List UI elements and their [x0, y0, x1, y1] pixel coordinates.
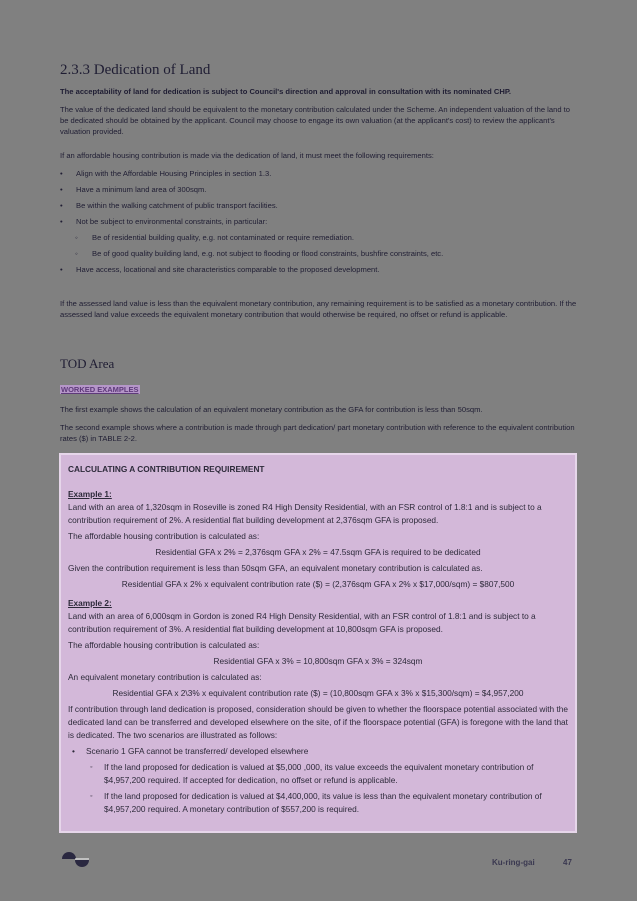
example-2-dedication-paragraph: If contribution through land dedication is proposed, consideration should be given to whether the floorspace potential associated with the dedicated land can be transferred and developed elsewhere on the site, of if the floorspace potential (GFA) is foregone with the land that is dedicated. The two scenarios are illustrated as follows:	[68, 704, 568, 740]
list-item: • Align with the Affordable Housing Principles in section 1.3.	[60, 168, 580, 184]
list-item: • Not be subject to environmental constraints, in particular:	[60, 216, 580, 232]
assessed-paragraph: If the assessed land value is less than the equivalent monetary contribution, any remaining requirement is to be satisfied as a monetary contribution. If the assessed land value exceeds the equivalent monetary contribution that would otherwise be required, no offset or refund is applicable.	[60, 299, 577, 319]
example-2-formula-1: Residential GFA x 3% = 10,800sqm GFA x 3% = 324sqm	[213, 656, 423, 666]
tod-heading: TOD Area	[60, 356, 115, 371]
section-heading: 2.3.3 Dedication of Land	[60, 62, 211, 78]
example-1-label: Example 1:	[68, 489, 112, 499]
example-1-given: Given the contribution requirement is less than 50sqm GFA, an equivalent monetary contribution is calculated as.	[68, 563, 483, 573]
list-item: • Have a minimum land area of 300sqm.	[60, 184, 580, 200]
example-1-description: Land with an area of 1,320sqm in Roseville is zoned R4 High Density Residential, with an FSR control of 1.8:1 and is subject to a contribution requirement of 2%. A residential flat building development at 2,376sqm GFA is proposed.	[68, 502, 542, 525]
requirements-intro: If an affordable housing contribution is made via the dedication of land, it must meet the following requirements:	[60, 151, 434, 160]
example-2-formula-2: Residential GFA x 2\3% x equivalent contribution rate ($) = (10,800sqm GFA x 3% x $15,300/sqm) = $4,957,200	[112, 688, 524, 698]
scenario-list	[68, 745, 568, 816]
intro-bold-paragraph: The acceptability of land for dedication is subject to Council's direction and approval in consultation with its nominated CHP.	[60, 87, 512, 96]
wave-logo-icon	[60, 849, 90, 869]
list-item: • Be within the walking catchment of public transport facilities.	[60, 200, 580, 216]
worked-examples-label: WORKED EXAMPLES	[61, 385, 139, 394]
list-subitem: ◦ Be of residential building quality, e.g. not contaminated or require remediation.	[60, 232, 580, 248]
first-example-paragraph: The first example shows the calculation of an equivalent monetary contribution as the GFA for contribution is less than 50sqm.	[60, 405, 483, 414]
box-title: CALCULATING A CONTRIBUTION REQUIREMENT	[68, 464, 265, 474]
example-1-formula-1: Residential GFA x 2% = 2,376sqm GFA x 2% = 47.5sqm GFA is required to be dedicated	[155, 547, 481, 557]
example-2-description: Land with an area of 6,000sqm in Gordon is zoned R4 High Density Residential, with an FSR control of 1.8:1 and is subject to a contribution requirement of 3%. A residential flat building development at 10,800sqm GFA is proposed.	[68, 611, 536, 634]
list-subitem: ◦ If the land proposed for dedication is valued at $5,000 ,000, its value exceeds the equivalent monetary contribution of $4,957,200 required. If accepted for dedication, no offset or refund is applicable.	[68, 761, 568, 787]
example-2-calc-intro: The affordable housing contribution is calculated as:	[68, 640, 260, 650]
second-example-paragraph: The second example shows where a contribution is made through part dedication/ part monetary contribution with reference to the equivalent contribution rates ($) in TABLE 2-2.	[60, 423, 575, 443]
valuation-paragraph: The value of the dedicated land should be equivalent to the monetary contribution calculated under the Scheme. An independent valuation of the land to be dedicated should be obtained by the applicant. Council may choose to engage its own valuation (at the applicant's cost) to review the applicant's valuation provided.	[60, 105, 570, 136]
page-number: 47	[563, 858, 572, 867]
contribution-calculation-box	[59, 453, 577, 833]
footer-org-name: Ku-ring-gai	[492, 858, 535, 867]
list-item: • Have access, locational and site characteristics comparable to the proposed development.	[60, 264, 580, 280]
example-1-calc-intro: The affordable housing contribution is calculated as:	[68, 531, 260, 541]
list-subitem: ◦ Be of good quality building land, e.g. not subject to flooding or flood constraints, bushfire constraints, etc.	[60, 248, 580, 264]
example-1-formula-2: Residential GFA x 2% x equivalent contribution rate ($) = (2,376sqm GFA x 2% x $17,000/sqm) = $807,500	[121, 579, 515, 589]
example-2-label: Example 2:	[68, 598, 112, 608]
example-2-monetary-intro: An equivalent monetary contribution is calculated as:	[68, 672, 262, 682]
list-subitem: ◦ If the land proposed for dedication is valued at $4,400,000, its value is less than the equivalent monetary contribution of $4,957,200 required. A monetary contribution of $557,200 is required.	[68, 790, 568, 816]
requirements-list	[60, 168, 580, 280]
list-item: • Scenario 1 GFA cannot be transferred/ developed elsewhere	[68, 745, 568, 758]
